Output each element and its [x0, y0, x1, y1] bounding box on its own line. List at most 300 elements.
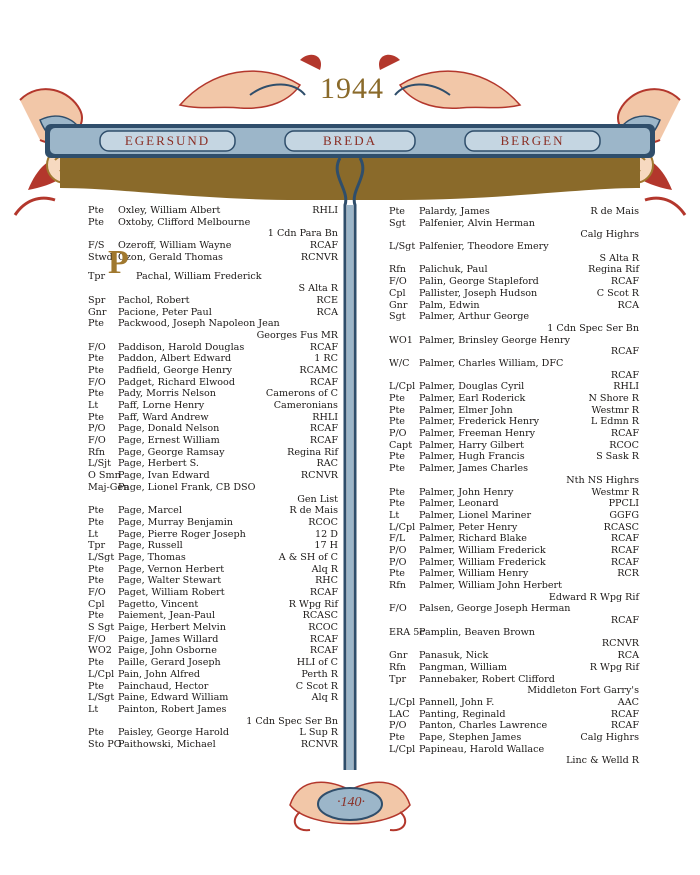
entry-name: Page, George Ramsay [118, 446, 225, 458]
entry-name: Palmer, Freeman Henry [419, 428, 536, 440]
entry-rank: P/O [88, 423, 106, 435]
roll-entry [389, 720, 639, 732]
entry-name: Page, Murray Benjamin [118, 516, 233, 528]
entry-rank: LAC [389, 708, 410, 720]
entry-name: Palmer, Frederick Henry [419, 416, 540, 428]
roll-entry [389, 615, 639, 627]
entry-rank: Pte [88, 563, 104, 575]
entry-unit: RCAF [610, 544, 639, 556]
entry-rank: P/O [389, 720, 407, 732]
roll-entry [88, 377, 338, 389]
entry-unit: RCAF [309, 645, 338, 657]
entry-unit: RCOC [609, 439, 639, 451]
entry-rank: WO2 [88, 645, 112, 657]
roll-entry [88, 423, 338, 435]
roll-entry [88, 564, 338, 576]
roll-entry [88, 634, 338, 646]
entry-name: Ozeroff, William Wayne [118, 240, 232, 252]
entry-rank: Pte [88, 727, 104, 739]
entry-unit: Middleton Fort Garry's [527, 685, 639, 697]
entry-name: Paige, Herbert Melvin [118, 622, 226, 634]
place-label-1: EGERSUND [124, 133, 211, 148]
entry-unit: RCAMC [299, 364, 338, 376]
entry-unit: RAC [316, 458, 338, 470]
roll-entry [389, 709, 639, 721]
roll-entry [88, 307, 338, 319]
entry-rank: Lt [88, 400, 99, 411]
entry-name: Padget, Richard Elwood [118, 376, 235, 388]
entry-name: Page, Lionel Frank, CB DSO [118, 481, 256, 493]
entry-rank: Rfn [88, 446, 105, 458]
entry-rank: Capt [389, 439, 413, 451]
roll-entry [88, 529, 338, 541]
entry-rank: Pte [389, 498, 405, 510]
year-heading: 1944 [320, 72, 384, 105]
roll-entry [389, 627, 639, 639]
entry-rank: Pte [389, 404, 405, 416]
center-pole [337, 158, 363, 770]
entry-name: Papineau, Harold Wallace [419, 743, 545, 755]
entry-unit: A & SH of C [278, 551, 338, 563]
roll-entry [389, 545, 639, 557]
entry-rank: F/O [88, 376, 106, 388]
entry-rank: Pte [88, 216, 104, 228]
entry-name: Pannell, John F. [419, 696, 495, 708]
entry-name: Panton, Charles Lawrence [419, 720, 548, 732]
entry-unit: Westmr R [591, 486, 639, 498]
roll-entry [389, 311, 639, 323]
entry-name: Pangman, William [419, 661, 507, 673]
entry-unit: RCNVR [601, 638, 639, 650]
entry-name: Pachal, William Frederick [136, 271, 262, 283]
entry-rank: Pte [389, 206, 405, 217]
entry-rank: Pte [389, 731, 405, 743]
entry-unit: Edward R Wpg Rif [548, 591, 639, 603]
entry-name: Paff, Lorne Henry [118, 400, 205, 411]
entry-unit: RCOC [308, 516, 338, 528]
entry-name: Page, Herbert S. [118, 458, 199, 470]
entry-rank: F/L [389, 533, 406, 545]
roll-entry [88, 447, 338, 459]
roll-entry [389, 206, 639, 218]
entry-unit: Georges Fus MR [256, 329, 338, 341]
entry-unit: RCAF [610, 276, 639, 288]
entry-name: Palmer, Harry Gilbert [419, 439, 525, 451]
entry-name: Paige, John Osborne [118, 645, 217, 657]
place-label-3: BERGEN [500, 133, 565, 148]
roll-entry [88, 412, 338, 424]
entry-name: Painton, Robert James [118, 703, 227, 715]
roll-entry [88, 482, 338, 494]
roll-entry [88, 610, 338, 622]
entry-name: Palmer, Douglas Cyril [419, 381, 525, 393]
roll-entry [389, 218, 639, 230]
entry-name: Page, Marcel [118, 505, 182, 517]
roll-entry [389, 300, 639, 312]
roll-entry [88, 228, 338, 240]
roll-entry [88, 552, 338, 564]
entry-name: Pamplin, Beaven Brown [419, 626, 535, 638]
entry-name: Paiement, Jean-Paul [118, 610, 216, 622]
entry-rank: Pte [88, 364, 104, 376]
entry-rank: F/S [88, 240, 105, 252]
entry-rank: F/O [88, 633, 106, 645]
entry-unit: RCAF [610, 346, 639, 358]
entry-unit: RCOC [308, 622, 338, 634]
entry-name: Palmer, James Charles [419, 463, 529, 475]
entry-name: Palichuk, Paul [419, 264, 488, 276]
entry-name: Palmer, Brinsley George Henry [419, 334, 571, 346]
entry-rank: Rfn [389, 264, 406, 276]
roll-entry [389, 557, 639, 569]
entry-name: Packwood, Joseph Napoleon Jean [118, 318, 280, 330]
entry-rank: Pte [88, 353, 104, 365]
entry-name: Palmer, William Frederick [419, 556, 546, 568]
entry-unit: 12 D [315, 528, 338, 540]
roll-entry [88, 716, 338, 728]
roll-entry [389, 346, 639, 358]
entry-unit: RCAF [309, 240, 338, 252]
roll-entry [88, 217, 338, 229]
entry-name: Pagetto, Vincent [118, 598, 199, 610]
roll-entry [389, 732, 639, 744]
roll-entry [389, 416, 639, 428]
roll-entry [88, 470, 338, 482]
entry-unit: R Wpg Rif [288, 598, 338, 610]
entry-unit: 1 RC [314, 353, 338, 365]
roll-entry [389, 744, 639, 756]
roll-entry [389, 580, 639, 592]
entry-unit: RCAF [309, 633, 338, 645]
entry-unit: RCAF [610, 533, 639, 545]
roll-entry [88, 494, 338, 506]
roll-entry [88, 342, 338, 354]
entry-rank: Lt [88, 528, 99, 540]
roll-entry [389, 264, 639, 276]
entry-name: Oxtoby, Clifford Melbourne [118, 216, 251, 228]
entry-rank: Pte [389, 416, 405, 428]
entry-unit: Regina Rif [588, 264, 639, 276]
roll-entry [389, 755, 639, 767]
roll-entry [88, 645, 338, 657]
entry-unit: L Edmn R [590, 416, 639, 428]
entry-name: Page, Pierre Roger Joseph [118, 528, 246, 540]
entry-name: Page, Ivan Edward [118, 470, 210, 482]
entry-unit: R de Mais [590, 206, 639, 217]
roll-entry [389, 288, 639, 300]
entry-name: Paisley, George Harold [118, 727, 229, 739]
roll-entry [389, 428, 639, 440]
entry-unit: Gen List [297, 493, 338, 505]
entry-rank: Pte [389, 486, 405, 498]
roll-entry [389, 568, 639, 580]
roll-entry [389, 440, 639, 452]
entry-rank: WO1 [389, 334, 413, 346]
roll-entry [88, 295, 338, 307]
entry-unit: RHLI [613, 381, 639, 393]
roll-entry [88, 318, 338, 330]
entry-rank: Gnr [389, 650, 408, 662]
roll-entry [389, 522, 639, 534]
entry-rank: Tpr [88, 271, 106, 283]
entry-name: Page, Russell [118, 540, 183, 552]
roll-entry [389, 323, 639, 335]
roll-entry [389, 674, 639, 686]
entry-unit: RHC [315, 575, 338, 587]
roll-entry [88, 330, 338, 342]
entry-unit: RCR [617, 568, 639, 580]
entry-rank: Lt [389, 509, 400, 521]
entry-rank: F/O [88, 341, 106, 353]
entry-name: Palmer, Earl Roderick [419, 393, 526, 404]
roll-entry [389, 358, 639, 370]
entry-rank: P/O [389, 428, 407, 440]
roll-entry [389, 253, 639, 265]
entry-unit: RCAF [610, 720, 639, 732]
entry-rank: Sto PO [88, 738, 122, 750]
entry-unit: HLI of C [296, 657, 338, 669]
entry-rank: Pte [389, 451, 405, 463]
roll-entry [88, 692, 338, 704]
entry-name: Palmer, William John Herbert [419, 580, 562, 591]
roll-entry [389, 241, 639, 253]
entry-rank: Pte [389, 393, 405, 404]
roll-entry [389, 592, 639, 604]
roll-entry [88, 400, 338, 412]
entry-name: Paille, Gerard Joseph [118, 657, 221, 669]
entry-name: Palmer, Peter Henry [419, 521, 518, 533]
entry-rank: Pte [88, 680, 104, 692]
entry-rank: Cpl [88, 598, 105, 610]
entry-rank: Pte [389, 463, 405, 475]
entry-rank: Rfn [389, 661, 406, 673]
roll-entry [389, 697, 639, 709]
decorative-initial: P [108, 244, 129, 282]
roll-entry [88, 517, 338, 529]
roll-entry [389, 475, 639, 487]
entry-unit: RCNVR [300, 251, 338, 263]
roll-entry [389, 405, 639, 417]
entry-name: Pachol, Robert [118, 294, 190, 306]
roll-entry [389, 335, 639, 347]
roll-entry [88, 505, 338, 517]
roll-entry [389, 685, 639, 697]
entry-name: Palmer, John Henry [419, 486, 514, 498]
entry-name: Palmer, Hugh Francis [419, 451, 525, 463]
entry-unit: Westmr R [591, 404, 639, 416]
entry-rank: F/O [88, 587, 106, 598]
roll-entry [389, 498, 639, 510]
entry-unit: RCAF [610, 556, 639, 568]
entry-unit: Nth NS Highrs [566, 474, 639, 486]
entry-name: Pain, John Alfred [118, 668, 201, 680]
entry-rank: Tpr [88, 540, 106, 552]
entry-rank: F/O [389, 276, 407, 288]
right-name-column [389, 206, 639, 767]
entry-unit: 1 Cdn Spec Ser Bn [547, 322, 639, 334]
roll-entry [88, 353, 338, 365]
entry-name: Pady, Morris Nelson [118, 388, 216, 400]
entry-unit: RCAF [309, 587, 338, 598]
entry-rank: O Smn [88, 470, 121, 482]
left-name-column [88, 205, 338, 751]
entry-unit: RCE [316, 294, 338, 306]
roll-entry [389, 487, 639, 499]
entry-name: Palmer, Charles William, DFC [419, 357, 564, 369]
entry-name: Palmer, Arthur George [419, 311, 530, 323]
entry-rank: F/O [389, 603, 407, 615]
entry-unit: RCAF [309, 423, 338, 435]
entry-name: Paddon, Albert Edward [118, 353, 232, 365]
roll-entry [88, 540, 338, 552]
entry-name: Page, Vernon Herbert [118, 563, 225, 575]
entry-unit: RCA [316, 306, 338, 318]
place-label-2: BREDA [322, 133, 378, 148]
entry-rank: Gnr [88, 306, 107, 318]
entry-unit: RCNVR [300, 470, 338, 482]
entry-rank: Pte [389, 568, 405, 580]
entry-rank: Stwd [88, 251, 113, 263]
entry-rank: L/Cpl [389, 521, 416, 533]
entry-unit: R de Mais [289, 505, 338, 517]
entry-rank: Rfn [389, 580, 406, 591]
roll-entry [88, 283, 338, 295]
entry-rank: F/O [88, 435, 106, 447]
entry-name: Palfenier, Alvin Herman [419, 217, 535, 229]
entry-rank: P/O [389, 544, 407, 556]
roll-entry [389, 370, 639, 382]
roll-entry [389, 662, 639, 674]
entry-name: Palm, Edwin [419, 299, 480, 311]
entry-name: Page, Ernest William [118, 435, 220, 447]
roll-entry [389, 603, 639, 615]
entry-unit: RCASC [603, 521, 639, 533]
entry-unit: S Sask R [596, 451, 639, 463]
entry-rank: Maj-Gen [88, 481, 130, 493]
entry-unit: Alq R [311, 563, 338, 575]
entry-rank: Sgt [389, 217, 406, 229]
entry-rank: Pte [88, 505, 104, 517]
entry-rank: L/Sgt [389, 241, 416, 253]
entry-name: Palmer, Leonard [419, 498, 499, 510]
entry-rank: P/O [389, 556, 407, 568]
entry-unit: Camerons of C [265, 388, 338, 400]
roll-entry [88, 622, 338, 634]
entry-unit: PPCLI [608, 498, 639, 510]
roll-entry [88, 704, 338, 716]
roll-entry [389, 451, 639, 463]
entry-rank: Pte [88, 411, 104, 423]
entry-rank: L/Sgt [88, 692, 115, 704]
entry-unit: GGFG [609, 509, 639, 521]
roll-entry [88, 365, 338, 377]
entry-rank: L/Cpl [88, 668, 115, 680]
entry-rank: Spr [88, 294, 106, 306]
entry-unit: 17 H [314, 540, 338, 552]
entry-unit: L Sup R [299, 727, 338, 739]
entry-name: Page, Thomas [118, 551, 186, 563]
entry-unit: N Shore R [588, 393, 639, 404]
entry-rank: Pte [88, 657, 104, 669]
entry-rank: Pte [88, 610, 104, 622]
entry-name: Paige, James Willard [118, 633, 219, 645]
roll-entry [88, 388, 338, 400]
entry-name: Pallister, Joseph Hudson [419, 287, 538, 299]
entry-unit: RCAF [309, 435, 338, 447]
entry-name: Palmer, Elmer John [419, 404, 513, 416]
roll-entry [389, 381, 639, 393]
roll-entry [88, 205, 338, 217]
entry-unit: Regina Rif [287, 446, 338, 458]
entry-rank: L/Sgt [88, 551, 115, 563]
entry-unit: RCAF [309, 341, 338, 353]
entry-name: Oxley, William Albert [118, 205, 221, 216]
roll-entry [88, 435, 338, 447]
entry-name: Painchaud, Hector [118, 680, 209, 692]
entry-rank: Pte [88, 205, 104, 216]
roll-entry [88, 458, 338, 470]
entry-name: Paithowski, Michael [118, 738, 216, 750]
entry-unit: RHLI [312, 205, 338, 216]
entry-name: Palin, George Stapleford [419, 276, 539, 288]
entry-unit: C Scot R [596, 287, 639, 299]
roll-entry [389, 393, 639, 405]
entry-rank: Gnr [389, 299, 408, 311]
entry-rank: L/Cpl [389, 743, 416, 755]
entry-unit: RCA [617, 650, 639, 662]
entry-name: Palmer, Lionel Mariner [419, 509, 532, 521]
entry-unit: Linc & Welld R [566, 755, 639, 767]
entry-unit: RCAF [610, 428, 639, 440]
entry-rank: Pte [88, 516, 104, 528]
page-number: ·140· [337, 795, 365, 810]
entry-name: Paddison, Harold Douglas [118, 341, 245, 353]
entry-rank: Pte [88, 318, 104, 330]
entry-rank: S Sgt [88, 622, 115, 634]
entry-name: Pacione, Peter Paul [118, 306, 212, 318]
roll-entry [88, 739, 338, 751]
entry-name: Palmer, Richard Blake [419, 533, 527, 545]
entry-name: Palfenier, Theodore Emery [419, 241, 549, 253]
entry-rank: L/Cpl [389, 381, 416, 393]
roll-entry [88, 587, 338, 599]
entry-name: Palmer, William Frederick [419, 544, 546, 556]
entry-unit: 1 Cdn Spec Ser Bn [246, 715, 338, 727]
roll-entry [389, 533, 639, 545]
entry-name: Palmer, William Henry [419, 568, 529, 580]
entry-name: Padfield, George Henry [118, 364, 233, 376]
roll-entry [88, 669, 338, 681]
entry-unit: RCAF [610, 369, 639, 381]
entry-unit: 1 Cdn Para Bn [267, 228, 338, 240]
entry-name: Paff, Ward Andrew [118, 411, 209, 423]
entry-name: Palsen, George Joseph Herman [419, 603, 571, 615]
entry-unit: Perth R [301, 668, 338, 680]
entry-rank: Pte [88, 575, 104, 587]
entry-unit: RCNVR [300, 738, 338, 750]
entry-rank: ERA 5c [389, 626, 425, 638]
entry-name: Palardy, James [419, 206, 490, 217]
roll-entry [389, 229, 639, 241]
entry-unit: RCAF [610, 708, 639, 720]
roll-entry [88, 657, 338, 669]
entry-unit: RCA [617, 299, 639, 311]
entry-unit: Calg Highrs [580, 731, 639, 743]
roll-entry [88, 727, 338, 739]
entry-unit: RHLI [312, 411, 338, 423]
roll-entry [389, 463, 639, 475]
entry-unit: Calg Highrs [580, 229, 639, 241]
